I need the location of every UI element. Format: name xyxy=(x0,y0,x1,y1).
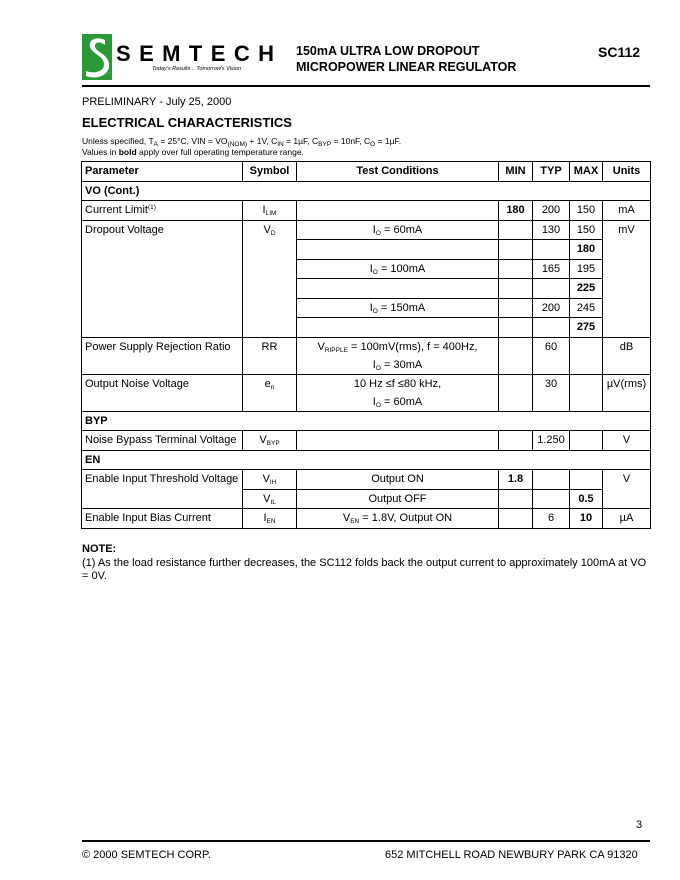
table-row-enable-threshold-high: Enable Input Threshold Voltage $V_{IH}$ Output ON 1.8 V xyxy=(82,470,651,490)
title-line-2: MICROPOWER LINEAR REGULATOR xyxy=(296,60,517,74)
table-row-dropout-150: $I_O = 150mA$ 200 245 xyxy=(82,298,651,318)
electrical-characteristics-table xyxy=(81,161,651,529)
footer-rule xyxy=(82,840,650,842)
footer-copyright: © 2000 SEMTECH CORP. xyxy=(82,849,211,861)
table-row-output-noise: Output Noise Voltage $e_n$ 10 Hz ≤f ≤80 kHz, $I_O = 60mA$ 30 µV(rms) xyxy=(82,374,651,411)
conditions-line-2: Values in bold apply over full operating temperature range. xyxy=(82,147,304,157)
logo-wordmark: SEMTECH xyxy=(116,41,274,66)
conditions-line-1: Unless specified, $T_A = 25^\circ C$, VIN = $VO_{(NOM)} + 1V$, $C_{IN} = 1\mu F$, $C_{BYP} = 10nF$, $C_O = 1\mu F$. xyxy=(82,136,402,148)
document-title xyxy=(296,43,516,75)
table-row-current-limit: Current Limit$^{(1)}$ $I_{LIM}$ 180 200 150 mA xyxy=(82,201,651,221)
page-number: 3 xyxy=(636,819,643,831)
col-test-conditions: Test Conditions xyxy=(297,162,499,182)
table-row-noise-bypass: Noise Bypass Terminal Voltage $V_{BYP}$ 1.250 V xyxy=(82,431,651,451)
table-row-dropout-100-max: 225 xyxy=(82,279,651,299)
note-text: (1) As the load resistance further decreases, the SC112 folds back the output current to approximately 100mA at VO = 0V. xyxy=(82,557,647,582)
col-max: MAX xyxy=(570,162,603,182)
section-title: ELECTRICAL CHARACTERISTICS xyxy=(82,115,292,130)
table-header-row xyxy=(82,162,651,182)
footer-address: 652 MITCHELL ROAD NEWBURY PARK CA 91320 xyxy=(385,849,638,861)
title-line-1: 150mA ULTRA LOW DROPOUT xyxy=(296,44,480,58)
logo-tagline: Today's Results .. Tomorrow's Vision xyxy=(152,66,242,72)
group-row-en: EN xyxy=(82,450,651,470)
table-row-dropout-100: $I_O = 100mA$ 165 195 xyxy=(82,259,651,279)
table-row-dropout-60-max: 180 xyxy=(82,240,651,260)
semtech-logo xyxy=(82,34,276,82)
status-line: PRELIMINARY - July 25, 2000 xyxy=(82,96,232,108)
col-units: Units xyxy=(603,162,651,182)
col-typ: TYP xyxy=(533,162,570,182)
note-heading: NOTE: xyxy=(82,543,117,555)
col-symbol: Symbol xyxy=(243,162,297,182)
test-conditions-note xyxy=(82,136,401,158)
table-row-psrr: Power Supply Rejection Ratio RR $V_{RIPPLE} = 100mV(rms)$, f = 400Hz, $I_O = 30mA$ 60 dB xyxy=(82,337,651,374)
group-row-byp: BYP xyxy=(82,411,651,431)
group-row-vo: VO (Cont.) xyxy=(82,181,651,201)
header-rule xyxy=(82,85,650,87)
col-min: MIN xyxy=(499,162,533,182)
table-row-dropout-150-max: 275 xyxy=(82,318,651,338)
part-number: SC112 xyxy=(598,44,641,60)
table-row-enable-threshold-low: $V_{IL}$ Output OFF 0.5 xyxy=(82,489,651,509)
table-row-enable-bias: Enable Input Bias Current $I_{EN}$ $V_{EN} = 1.8V$, Output ON 6 10 µA xyxy=(82,509,651,529)
col-parameter: Parameter xyxy=(82,162,243,182)
table-row-dropout-60: Dropout Voltage $V_D$ $I_O = 60mA$ 130 150 mV xyxy=(82,220,651,240)
